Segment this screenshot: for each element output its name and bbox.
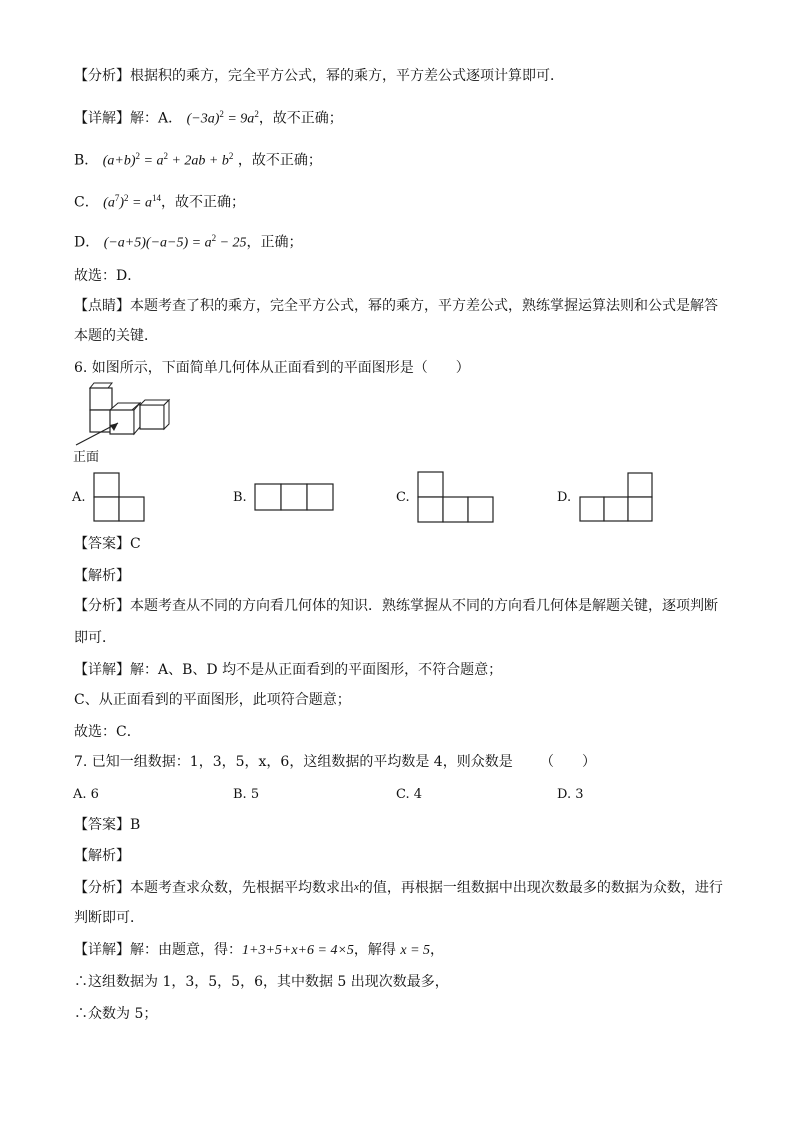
q7-detail-end: ， (430, 942, 445, 958)
q5-B-exp: 2 (135, 151, 141, 161)
q7-bracket: （ ） (540, 754, 596, 770)
q7-detail-line1 (74, 940, 444, 961)
q5-C-inner-exp: 7 (114, 193, 120, 203)
q5-detail-B (74, 146, 322, 172)
q6-answer: 【答案】C (74, 536, 141, 552)
q7-stem-row (74, 752, 513, 772)
q6-option-B-label[interactable]: B. (233, 490, 247, 505)
q6-option-D-label[interactable]: D. (557, 490, 572, 505)
q6-cube-right (140, 405, 164, 429)
q5-B-e2: 2 (228, 151, 234, 161)
q5-B-mid: + 2ab + b (167, 153, 229, 169)
q6-analysis-line1: 【分析】本题考查从不同的方向看几何体的知识．熟练掌握从不同的方向看几何体是解题关键，逐项判断 (74, 598, 718, 614)
q5-B-lhs: (a+b) (102, 153, 136, 169)
q5-D-label: D． (74, 234, 100, 251)
q5-choose: 故选：D． (74, 268, 142, 284)
q6-jiexi: 【解析】 (74, 568, 130, 584)
q5-detail-D (74, 228, 303, 254)
q6-cube-right-side (164, 400, 169, 429)
q5-B-e1: 2 (163, 151, 168, 161)
q6-cube-top-left (90, 383, 112, 410)
q6-analysis-line2: 即可． (74, 630, 116, 646)
q7-option-C[interactable]: C. 4 (396, 787, 423, 802)
q7-option-D[interactable]: D. 3 (557, 787, 584, 802)
q6-cube-front-bottom (90, 410, 112, 432)
q7-stem: 7. 已知一组数据：1，3，5，x，6，这组数据的平均数是 4，则众数是 (74, 754, 513, 770)
q5-comment-line1: 【点睛】本题考查了积的乘方，完全平方公式，幂的乘方，平方差公式，熟练掌握运算法则和公式是解答 (74, 298, 718, 314)
q5-C-note: ，故不正确； (160, 194, 245, 211)
q5-B-note: ，故不正确； (237, 152, 322, 169)
q7-detail-line3: ∴众数为 5； (74, 1006, 158, 1022)
q6-option-B-figure (254, 483, 336, 511)
q7-analysis-line2: 判断即可． (74, 910, 144, 926)
q5-C-exp: 2 (124, 193, 129, 203)
q7-option-B[interactable]: B. 5 (233, 787, 260, 802)
q6-detail-line1: 【详解】解：A、B、D 均不是从正面看到的平面图形，不符合题意； (74, 662, 503, 678)
q6-option-C-label[interactable]: C. (396, 490, 410, 505)
q6-option-C-figure (417, 471, 497, 523)
q5-C-close: ) (119, 195, 125, 211)
q6-front-label: 正面 (73, 450, 100, 465)
q5-C-e2: 14 (151, 193, 161, 203)
q6-choose: 故选：C． (74, 724, 141, 740)
q5-B-rhs: = a (140, 153, 164, 169)
q5-C-label: C． (74, 194, 99, 211)
q5-A-note: ，故不正确； (258, 110, 343, 127)
q5-D-exp: 2 (211, 233, 217, 243)
q7-detail-pre: 【详解】解：由题意，得： (74, 942, 242, 958)
q6-option-A-figure (93, 472, 147, 522)
q5-detail-A (74, 104, 343, 130)
q6-detail-line2: C、从正面看到的平面图形，此项符合题意； (74, 692, 351, 708)
q5-D-note: ，正确； (246, 234, 303, 251)
q6-option-A-label[interactable]: A. (72, 490, 86, 505)
q7-detail-line2: ∴这组数据为 1，3，5，5，6，其中数据 5 出现次数最多， (74, 974, 449, 990)
q5-D-tail: − 25 (216, 235, 247, 251)
q7-option-A[interactable]: A. 6 (73, 787, 99, 802)
q7-answer: 【答案】B (74, 817, 141, 833)
q7-analysis-post: 的值，再根据一组数据中出现次数最多的数据为众数，进行 (358, 880, 723, 896)
q5-A-exp2: 2 (254, 109, 259, 119)
q7-analysis-line1 (74, 877, 723, 898)
q7-detail-sol: x = 5 (400, 943, 431, 958)
q5-D-expr: (−a+5)(−a−5) = a (103, 235, 212, 251)
q5-C-rhs: = a (128, 195, 152, 211)
q5-A-eq: = 9a (223, 111, 255, 127)
q7-analysis-pre: 【分析】本题考查求众数，先根据平均数求出 (74, 880, 354, 896)
q6-solid-figure (70, 383, 180, 455)
q7-analysis-var: x (354, 881, 359, 893)
q6-option-D-figure (579, 472, 655, 524)
q7-jiexi: 【解析】 (74, 848, 130, 864)
q7-detail-eq: 1+3+5+x+6 = 4×5 (242, 943, 354, 958)
q5-B-label: B． (74, 152, 99, 169)
q5-analysis: 【分析】根据积的乘方，完全平方公式，幂的乘方，平方差公式逐项计算即可． (74, 68, 564, 84)
q5-detail-C (74, 188, 245, 214)
q5-A-lhs: (−3a) (186, 111, 220, 127)
q5-comment-line2: 本题的关键． (74, 328, 158, 344)
q7-detail-mid: ，解得 (353, 942, 401, 958)
q6-stem: 6. 如图所示，下面简单几何体从正面看到的平面图形是（ ） (74, 360, 470, 376)
q5-C-lhs: (a (103, 195, 115, 211)
q5-A-exp: 2 (219, 109, 224, 119)
q5-detail-prefix: 【详解】解：A． (74, 110, 183, 127)
